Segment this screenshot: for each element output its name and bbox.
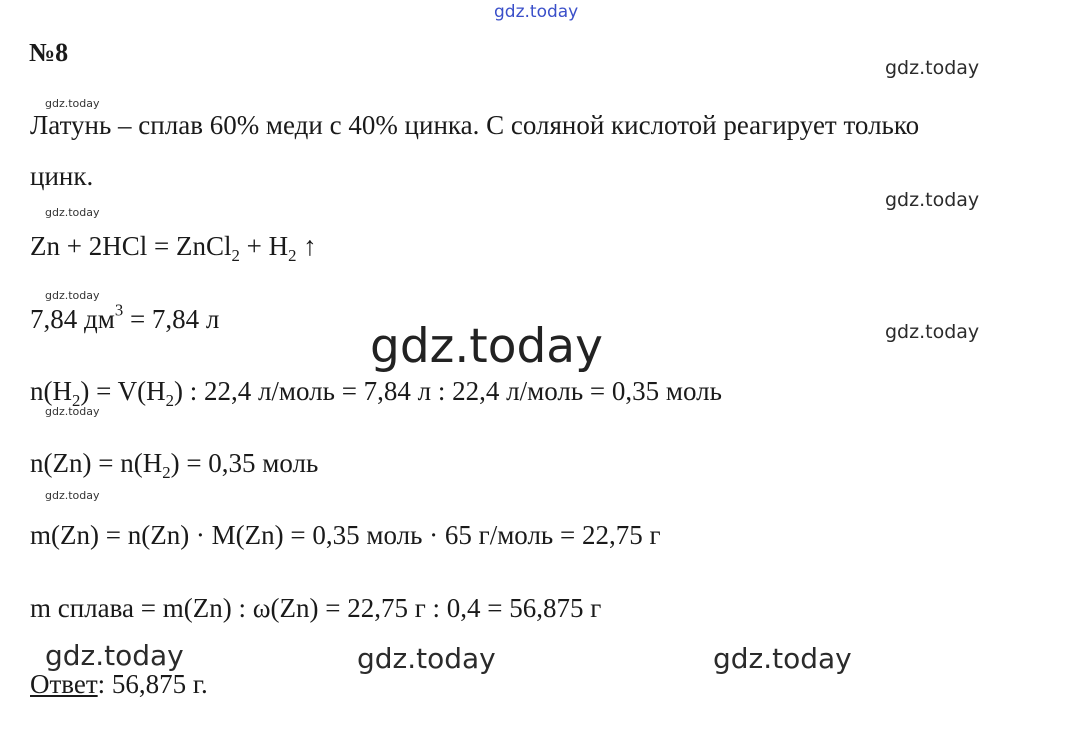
volume-part: = 7,84 л [123, 304, 220, 334]
task-number: №8 [29, 38, 69, 67]
equation-part: ↑ [296, 231, 317, 261]
equation-part: Zn + 2HCl = ZnCl [30, 231, 232, 261]
answer-label: Ответ [30, 669, 98, 699]
subscript: 2 [288, 245, 297, 265]
watermark-small-2: gdz.today [45, 206, 100, 219]
watermark-small-5: gdz.today [45, 489, 100, 502]
answer-value: : 56,875 г. [97, 669, 208, 699]
watermark-right-1: gdz.today [885, 57, 980, 79]
reaction-equation [30, 231, 317, 265]
watermark-top: gdz.today [494, 2, 579, 22]
watermark-small-3: gdz.today [45, 289, 100, 302]
subscript: 2 [72, 390, 81, 410]
watermark-bottom-3: gdz.today [713, 642, 852, 675]
watermark-right-2: gdz.today [885, 189, 980, 211]
watermark-small-4: gdz.today [45, 405, 100, 418]
moles-h2-calculation [30, 376, 722, 410]
subscript: 2 [231, 245, 240, 265]
watermark-bottom-1: gdz.today [45, 639, 184, 672]
calc-part: ) = 0,35 моль [170, 448, 319, 478]
watermark-center-large: gdz.today [370, 319, 603, 374]
watermark-bottom-2: gdz.today [357, 642, 496, 675]
calc-part: ) : 22,4 л/моль = 7,84 л : 22,4 л/моль = 0,35 моль [173, 376, 722, 406]
calc-part: ) = V(H [80, 376, 166, 406]
subscript: 2 [162, 462, 171, 482]
answer-line [30, 671, 208, 698]
superscript: 3 [114, 300, 124, 320]
mass-zn-calculation: m(Zn) = n(Zn) · M(Zn) = 0,35 моль · 65 г/моль = 22,75 г [30, 520, 661, 550]
volume-conversion [30, 300, 220, 334]
watermark-right-3: gdz.today [885, 321, 980, 343]
moles-zn-calculation [30, 448, 319, 482]
calc-part: n(Zn) = n(H [30, 448, 163, 478]
calc-part: n(H [30, 376, 72, 406]
volume-part: 7,84 дм [30, 304, 115, 334]
equation-part: + H [239, 231, 289, 261]
problem-text-line-2: цинк. [30, 161, 94, 191]
watermark-small-1: gdz.today [45, 97, 100, 110]
mass-alloy-calculation: m сплава = m(Zn) : ω(Zn) = 22,75 г : 0,4 = 56,875 г [30, 593, 602, 623]
subscript: 2 [165, 390, 174, 410]
problem-text-line-1: Латунь – сплав 60% меди с 40% цинка. С соляной кислотой реагирует только [30, 110, 920, 140]
